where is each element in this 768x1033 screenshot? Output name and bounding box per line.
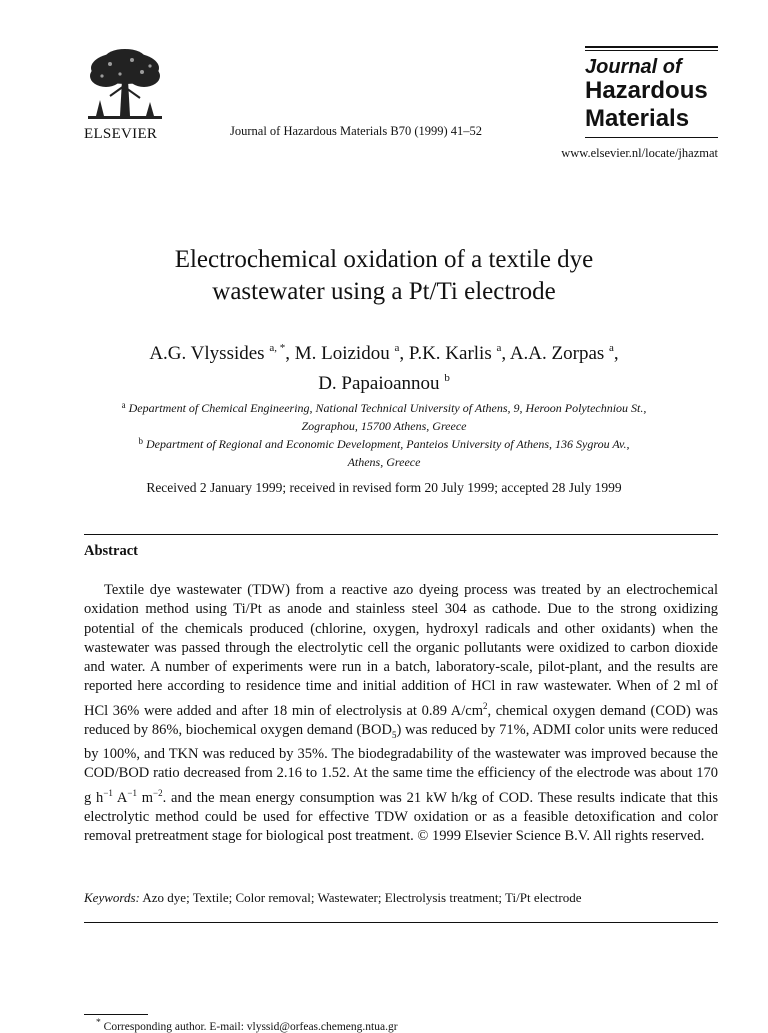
- journal-logo-line1: Journal of: [585, 56, 682, 78]
- affiliation-line: Department of Regional and Economic Development, Panteios University of Athens, 136 Sygrou Av.,: [146, 437, 630, 451]
- author-name: A.A. Zorpas: [509, 343, 605, 364]
- affiliation-b: [0, 432, 768, 471]
- author-affil-mark: a: [394, 342, 400, 354]
- author-affil-mark: a: [496, 342, 502, 354]
- affiliation-mark: b: [138, 436, 144, 446]
- abstract-text: , chemical oxygen demand (COD) was reduced by 86%, biochemical oxygen demand (BOD: [84, 702, 718, 738]
- abstract-bottom-rule: [84, 922, 718, 923]
- abstract-text: ) was reduced by 71%, ADMI color units were reduced by 100%, and TKN was reduced by 35%. The biodegradability of the wastewater was improved because the COD/BOD ratio decreased from 2.16 to 1.52. At the same time the efficiency of the electrode was about 170 g h: [84, 721, 718, 806]
- affiliation-a: [0, 396, 768, 435]
- author-name: M. Loizidou: [294, 343, 390, 364]
- superscript: −1: [103, 787, 113, 798]
- author-affil-mark: a, *: [269, 342, 286, 354]
- author-line-2: [0, 366, 768, 396]
- superscript: −1: [127, 787, 137, 798]
- title-line-1: Electrochemical oxidation of a textile dye: [174, 246, 594, 273]
- received-dates: Received 2 January 1999; received in revised form 20 July 1999; accepted 28 July 1999: [146, 480, 622, 495]
- abstract-heading: Abstract: [84, 543, 138, 559]
- journal-citation: Journal of Hazardous Materials B70 (1999) 41–52: [230, 124, 483, 138]
- journal-logo-line2: Hazardous: [585, 77, 708, 104]
- journal-url[interactable]: www.elsevier.nl/locate/jhazmat: [561, 146, 718, 160]
- journal-logo-line3: Materials: [585, 105, 690, 132]
- journal-logo-rule-bottom: [585, 137, 718, 138]
- author-list: [0, 336, 768, 396]
- author-name: P.K. Karlis: [408, 343, 492, 364]
- abstract-text: A: [112, 789, 128, 806]
- author-name: D. Papaioannou: [318, 373, 440, 394]
- abstract-text: Textile dye wastewater (TDW) from a reactive azo dyeing process was treated by an electrochemical oxidation method using Ti/Pt as anode and stainless steel 304 as cathode. Due to the strong oxidizing potential of the chemicals produced (chlorine, oxygen, hydroxyl radicals and other oxidants) when the wastewater was passed through the electrolytic cell the organic pollutants were oxidized to carbon dioxide and water. A number of experiments were run in a batch, laboratory-scale, pilot-plant, and the results are reported here according to residence time and initial addition of HCl in raw wastewater. When of 2 ml of HCl 36% were added and after 18 min of electrolysis at 0.89 A/cm: [84, 582, 718, 719]
- title-line-2: wastewater using a Pt/Ti electrode: [212, 278, 556, 305]
- publisher-name: ELSEVIER: [84, 126, 158, 142]
- subscript: 5: [391, 729, 397, 740]
- author-line-1: A.G. Vlyssides $^{a, *}$, M. Loizidou $^a$, P.K. Karlis $^a$, A.A. Zorpas $^a$,: [149, 342, 619, 364]
- keywords-label: Keywords:: [84, 890, 140, 905]
- affiliation-line: Zographou, 15700 Athens, Greece: [301, 419, 467, 433]
- article-title: [0, 244, 768, 308]
- affiliation-line: Department of Chemical Engineering, National Technical University of Athens, 9, Heroon Polytechniou St.,: [128, 401, 647, 415]
- corresponding-author-footnote: [96, 1017, 398, 1033]
- journal-logo-rule-top-thin: [585, 50, 718, 51]
- superscript: 2: [482, 700, 488, 711]
- abstract-top-rule: [84, 534, 718, 535]
- abstract-text: m: [136, 789, 154, 806]
- keywords: [84, 890, 718, 906]
- author-affil-mark: b: [444, 372, 450, 384]
- journal-logo-rule-top: [585, 46, 718, 48]
- abstract-body: [84, 581, 718, 846]
- affiliation-line: Athens, Greece: [347, 455, 421, 469]
- journal-logo: [585, 46, 718, 138]
- author-affil-mark: a: [609, 342, 614, 354]
- keywords-list: Azo dye; Textile; Color removal; Wastewater; Electrolysis treatment; Ti/Pt electrode: [139, 890, 582, 905]
- affiliation-mark: a: [121, 400, 126, 410]
- superscript: −2: [153, 787, 163, 798]
- footnote-text: Corresponding author. E-mail: vlyssid@orfeas.chemeng.ntua.gr: [103, 1020, 398, 1033]
- footnote-rule: [84, 1014, 148, 1015]
- abstract-text: . and the mean energy consumption was 21 kW h/kg of COD. These results indicate that this electrolytic method could be used for effective TDW oxidation or as a feasible detoxification and color removal pretreatment stage for biological post treatment. © 1999 Elsevier Science B.V. All rights reserved.: [84, 789, 718, 845]
- footnote-mark: *: [96, 1017, 101, 1028]
- author-name: A.G. Vlyssides: [149, 343, 265, 364]
